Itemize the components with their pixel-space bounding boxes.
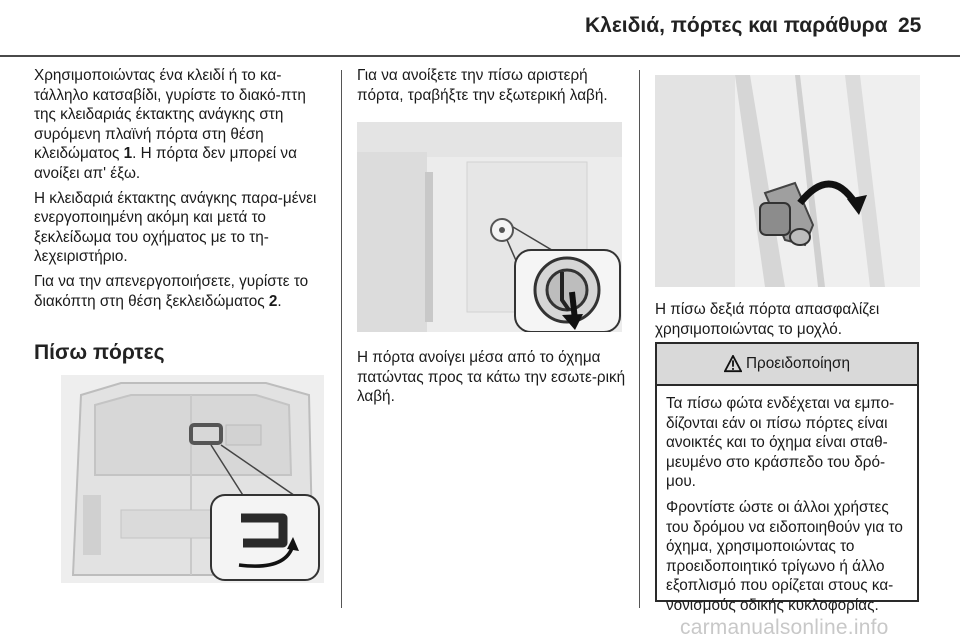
section-heading: Πίσω πόρτες [34,341,165,364]
header-rule [0,55,960,57]
column-2 [357,66,633,105]
lever-icon [760,203,790,235]
page-number: 25 [898,14,922,37]
warning-paragraph-2: Φροντίστε ώστε οι άλλοι χρήστες του δρόμου να ειδοποιηθούν για το όχημα, χρησιμοποιώντας το προειδοποιητικό τρίγωνο ή άλλο εξοπλισμό που ορίζεται στους κα-νονισμούς οδικής κυκλοφορίας. [666,498,903,614]
warning-title: Προειδοποίηση [746,355,850,372]
warning-paragraph-1: Τα πίσω φώτα ενδέχεται να εμπο-δίζονται εάν οι πίσω πόρτες είναι ανοικτές και το όχημα είναι σταθ-μευμένο στο κράσπεδο του δρό-μου. [666,395,895,491]
warning-header [657,344,917,386]
paragraph-2: Η κλειδαριά έκτακτης ανάγκης παρα-μένει ενεργοποιημένη ακόμη και μετά το ξεκλείδωμα του οχήματος με το τη-λεχειριστήριο. [34,189,317,266]
column-divider-1 [341,70,342,608]
warning-body [657,386,917,616]
paragraph-1: Χρησιμοποιώντας ένα κλειδί ή το κα-τάλληλο κατσαβίδι, γυρίστε το διακό-πτη της κλειδαριάς έκτακτης ανάγκης στη συρόμενη πλαϊνή πόρτα στη θέση κλειδώματος 1. Η πόρτα δεν μπορεί να ανοίξει απ' έξω. [34,67,306,182]
header-title: Κλειδιά, πόρτες και παράθυρα [585,14,888,37]
intro-paragraph: Για να ανοίξετε την πίσω αριστερή πόρτα, τραβήξτε την εξωτερική λαβή. [357,67,608,104]
lever-caption: Η πίσω δεξιά πόρτα απασφαλίζει χρησιμοποιώντας το μοχλό. [655,301,880,338]
inside-handle-illustration [357,122,622,332]
warning-triangle-icon [724,355,742,373]
label-1: 1 [123,145,133,163]
rear-door-figure [61,375,324,583]
inside-handle-figure [357,122,622,332]
rear-door-illustration [61,375,324,583]
paragraph-3: Για να την απενεργοποιήσετε, γυρίστε το διακόπτη στη θέση ξεκλειδώματος 2. [34,272,309,310]
lever-figure [655,75,920,287]
inside-handle-caption: Η πόρτα ανοίγει μέσα από το όχημα πατώντας προς τα κάτω την εσωτε-ρική λαβή. [357,349,626,406]
lever-illustration [655,75,920,287]
watermark: carmanualsonline.info [680,616,889,639]
warning-box [655,342,919,614]
column-divider-2 [639,70,640,608]
label-2: 2 [268,292,278,310]
column-1 [34,66,330,311]
